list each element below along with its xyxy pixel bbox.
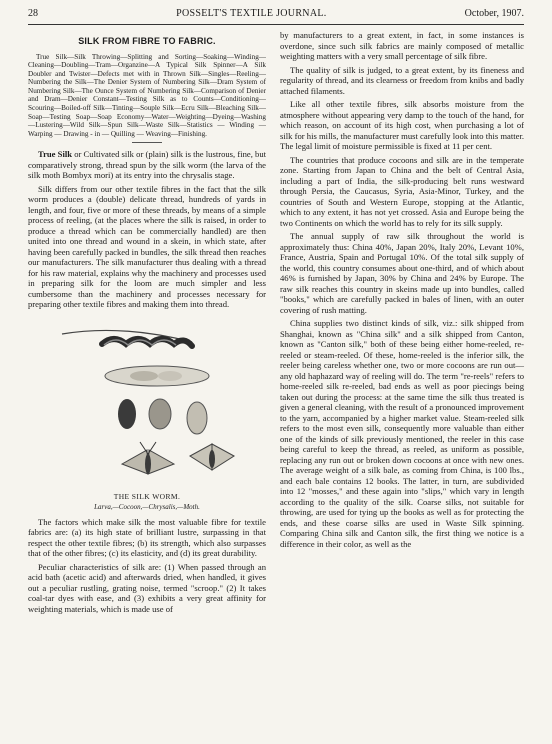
left-column [28,30,266,617]
article-title: SILK FROM FIBRE TO FABRIC. [78,36,216,46]
silk-worm-illustration [52,314,242,490]
paragraph: The quality of silk is judged, to a great extent, by its fineness and regularity of thread, and its clearness or freedom from knibs and badly attached filaments. [280,64,524,96]
moth-icon [122,442,234,474]
figure-subcaption: Larva,—Cocoon,—Chrysalis,—Moth. [94,503,200,512]
paragraph: Silk differs from our other textile fibres in the fact that the silk worm produces a (double) delicate thread, hundreds of yards in length, and four, five or more of these threads, by means of a simple process of reeling, (at the places where the silk is raised, in order to produce a thread which can be commercially handled) are then united into one thread and wound in a skein, in which state, after having been carefully packed in bundles, the silk thread then reaches our manufacturers. The silk manufacturer thus dealing with a thread for his raw material, explains why the machinery and processes used in preparing silk for the loom are much simpler and less cumbersome than the machinery and processes necessary for preparing other textile fibres and making them into thread. [28,183,266,310]
chrysalis-icon [118,399,207,434]
page-header [28,8,524,22]
paragraph: True Silk or Cultivated silk or (plain) silk is the lustrous, fine, but comparatively strong, thread spun by the silk worm (the larva of the silk moth Bombyx mori) at its entry into the chrysalis stage. [28,149,267,181]
section-divider [132,142,162,143]
lead-term: True Silk [38,149,73,160]
paragraph: The countries that produce cocoons and silk are in the temperate zone. Starting from Japan to China and the belt of Central Asia, including a part of India, the silk-producing belt runs westward through Persia, the Caucasus, Syria, Asia-Minor, Turkey, and the countries of South and Western Europe, stopping at the Atlantic, which to any extent, it has not yet crossed. Asia and Europe being the two Continents on which the world has to rely for its silk supply. [280,154,524,228]
figure-caption: THE SILK WORM. [113,491,181,501]
page-number: 28 [28,8,38,19]
paragraph: Like all other textile fibres, silk absorbs moisture from the atmosphere without appearing very damp to the touch of the hand, for which reason, on account of its high cost, when purchasing a lot of silk for his mills, the manufacturer must carefully look into this matter. The legal limit of moisture permissible is fixed at 11 per cent. [280,99,524,151]
larva-icon [102,339,192,346]
journal-title: POSSELT'S TEXTILE JOURNAL. [176,8,327,19]
silk-worm-figure [28,314,266,513]
article-summary: True Silk—Silk Throwing—Splitting and Sorting—Soaking—Winding—Cleaning—Doubling—Tram—Organzine—A Typical Silk Spinner—A Silk Doubler and Twister—Defects met with in Thrown Silk—Singles—Reeling—Numbering the Silk—The Denier System of Numbering Silk—Dram System of Numbering Silk—The Ounce System of Numbering Silk—Comparison of Denier and Dram—Denier Constant—Testing Silk as to Counts—Conditioning—Scouring—Boiled-off Silk—Tinting—Souple Silk—Ecru Silk—Bleaching Silk—Soap—Testing Soap—Soap Economy—Water—Weighting—Dyeing—Washing—Lustering—Wild Silk—Spun Silk—Waste Silk—Statistics — Winding — Warping — Drawing - in — Quilling — Weaving—Finishing. [28,52,266,138]
paragraph: Peculiar characteristics of silk are: (1) When passed through an acid bath (acetic acid) and afterwards dried, when handled, it gives out a peculiar rustling, grating noise, termed "scroop." (2) It takes coal-tar dyes with ease, and (3) exhibits a very great affinity for weighting materials, which is made use of [28,561,266,614]
paragraph: The annual supply of raw silk throughout the world is approximately thus: China 40%, Japan 20%, Italy 20%, Levant 10%, France, Austria, Spain and Portugal 10%. Of the total silk supply of the world, this country consumes about one-third, and of which about 46% is furnished by Japan, 30% by China and 24% by Europe. The raw silk reaches this country in skeins made up into bundles, called "books," which are carefully packed in bales of linen, with an outer covering of rush matting. [280,231,524,315]
header-rule [28,24,524,25]
paragraph: The factors which make silk the most valuable fibre for textile fabrics are: (a) its high state of brilliant lustre, surpassing in that respect the other textile fibres; (b) its strength, which also surpasses that of the other fibres; (c) its elasticity, and (d) its great durability. [28,516,266,559]
paragraph: by manufacturers to a great extent, in fact, in some instances is overdone, since such silk fabrics are mainly composed of metallic weighting matters with a very small percentage of silk fibre. [280,30,524,61]
right-column [280,30,524,552]
paragraph: China supplies two distinct kinds of silk, viz.: silk shipped from Shanghai, known as "China silk" and a silk shipped from Canton, known as "Canton silk," both of these being either home-reeled, re-reeled or steam-reeled. Of these, home-reeled is the inferior silk, the reeler being careless whether one, two or more cocoons are run out—any old haphazard way of reeling will do. The term "re-reels" refers to home-reeled silk re-reeled, bad ends as well as poor piecings being taken out during the process: at the same time the silk thus treated is given a general cleaning, with the result of a pronounced improvement to the yarn, accompanied by a higher market value. Steam-reeled silk refers to the most even silk, consequently more valuable than either one of the kinds of silk previously mentioned, the reeler in this case being careful to keep the thread, as reeled, as uniform as possible, replacing any run out or broken down cocoons at once with new ones. The average weight of a silk bale, as coming from China, is 100 lbs., and each bale contains 12 books. The latter, in turn, are subdivided into 12 "mosses," and these again into "slips," which vary in length according to the quality of the silk. Coarse silks, not suitable for throwing, are used for tying up the books as well as for protecting the ends, and these coarse silks are used in Waste Silk spinning. Comparing China silk and Canton silk, the first thing we notice is a difference in their color, as well as the [280,318,524,549]
issue-date: October, 1907. [464,8,524,19]
cocoon-icon [105,366,209,386]
